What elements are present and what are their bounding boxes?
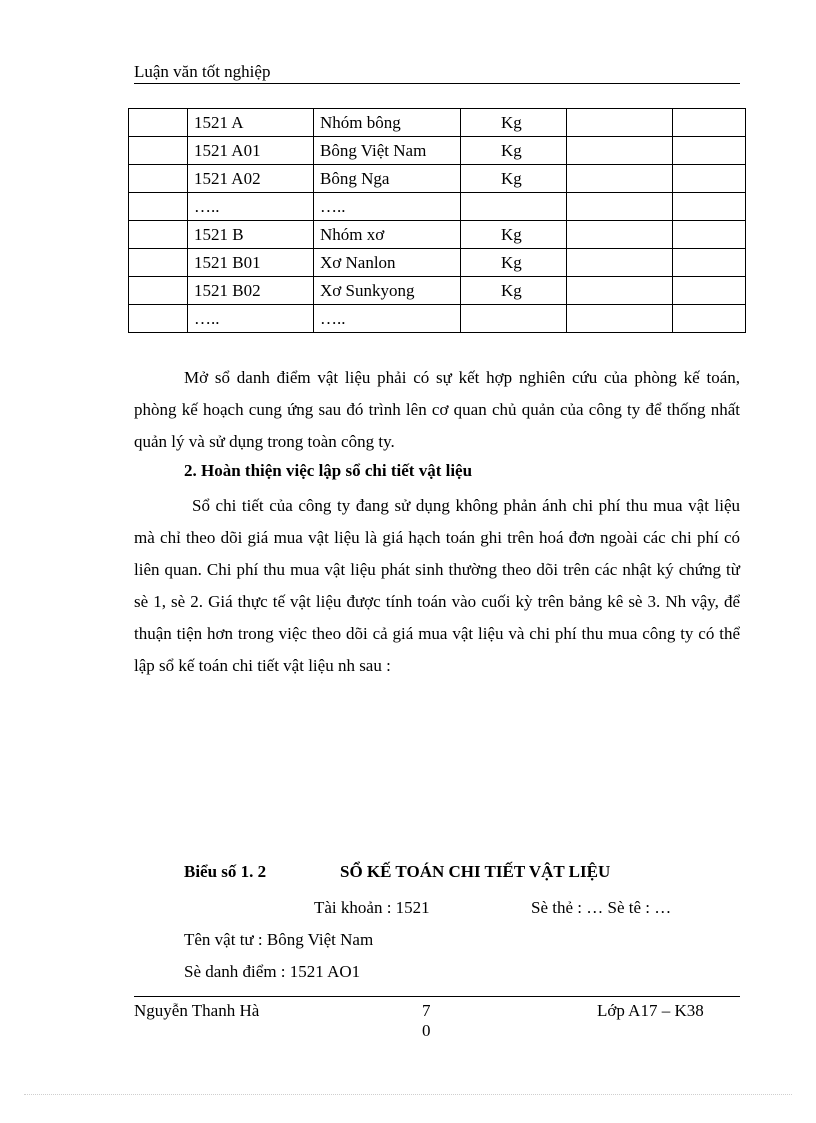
footer-page-number-top: 7 — [422, 1001, 431, 1020]
form-title: SỔ KẾ TOÁN CHI TIẾT VẬT LIỆU — [340, 862, 611, 881]
material-name-line: Tên vật tư : Bông Việt Nam — [184, 930, 374, 949]
material-name: Xơ Sunkyong — [314, 277, 461, 305]
unit: Kg — [461, 137, 567, 165]
blank-cell — [567, 277, 673, 305]
blank-cell — [129, 249, 188, 277]
table-row — [129, 109, 746, 137]
blank-cell — [673, 249, 746, 277]
blank-cell — [673, 137, 746, 165]
blank-cell — [129, 109, 188, 137]
blank-cell — [129, 305, 188, 333]
blank-cell — [567, 109, 673, 137]
material-name: Bông Việt Nam — [314, 137, 461, 165]
blank-cell — [129, 277, 188, 305]
table-row — [129, 165, 746, 193]
footer-class-info: Lớp A17 – K38 — [597, 1001, 704, 1020]
blank-cell — [673, 193, 746, 221]
material-name: Nhóm xơ — [314, 221, 461, 249]
paragraph-1 — [134, 362, 740, 458]
unit — [461, 305, 567, 333]
page-bottom-dotted-line — [24, 1094, 792, 1095]
material-name: Nhóm bông — [314, 109, 461, 137]
running-header-title: Luận văn tốt nghiệp — [134, 62, 271, 81]
unit — [461, 193, 567, 221]
blank-cell — [673, 277, 746, 305]
header-rule — [134, 83, 740, 84]
blank-cell — [567, 137, 673, 165]
unit: Kg — [461, 109, 567, 137]
blank-cell — [673, 165, 746, 193]
material-code: 1521 B — [188, 221, 314, 249]
footer-author: Nguyễn Thanh Hà — [134, 1001, 260, 1020]
table-row — [129, 249, 746, 277]
blank-cell — [567, 305, 673, 333]
table-row — [129, 277, 746, 305]
blank-cell — [673, 109, 746, 137]
account-line: Tài khoản : 1521 — [314, 898, 430, 917]
material-code: 1521 B01 — [188, 249, 314, 277]
unit: Kg — [461, 249, 567, 277]
material-code: 1521 B02 — [188, 277, 314, 305]
material-code: 1521 A01 — [188, 137, 314, 165]
unit: Kg — [461, 165, 567, 193]
material-name: Bông Nga — [314, 165, 461, 193]
blank-cell — [129, 221, 188, 249]
unit: Kg — [461, 221, 567, 249]
material-name: Xơ Nanlon — [314, 249, 461, 277]
paragraph-1-text: Mở sổ danh điểm vật liệu phải có sự kết hợp nghiên cứu của phòng kế toán, phòng kế hoạch cung ứng sau đó trình lên cơ quan chủ quản của công ty để thống nhất quản lý và sử dụng trong toàn công ty. — [134, 368, 740, 451]
card-info-line: Sè thẻ : … Sè tê : … — [531, 898, 672, 917]
blank-cell — [129, 137, 188, 165]
blank-cell — [129, 193, 188, 221]
material-code: 1521 A02 — [188, 165, 314, 193]
table-row — [129, 305, 746, 333]
material-code: 1521 A — [188, 109, 314, 137]
blank-cell — [567, 193, 673, 221]
paragraph-2-text: Sổ chi tiết của công ty đang sử dụng không phản ánh chi phí thu mua vật liệu mà chỉ theo dõi giá mua vật liệu là giá hạch toán ghi trên hoá đơn ngoài các chi phí có liên quan. Chi phí thu mua vật liệu phát sinh thường theo dõi trên các nhật ký chứng từ sè 1, sè 2. Giá thực tế vật liệu được tính toán vào cuối kỳ trên bảng kê sè 3. Nh vậy, để thuận tiện hơn trong việc theo dõi cả giá mua vật liệu và chi phí thu mua công ty có thể lập sổ kế toán chi tiết vật liệu nh sau : — [134, 496, 740, 675]
paragraph-2 — [134, 490, 740, 682]
material-code: ….. — [188, 193, 314, 221]
blank-cell — [567, 221, 673, 249]
blank-cell — [673, 305, 746, 333]
blank-cell — [673, 221, 746, 249]
table-row — [129, 137, 746, 165]
material-code: ….. — [188, 305, 314, 333]
material-code-line: Sè danh điểm : 1521 AO1 — [184, 962, 361, 981]
blank-cell — [129, 165, 188, 193]
section-heading: 2. Hoàn thiện việc lập sổ chi tiết vật liệu — [184, 461, 473, 480]
material-name: ….. — [314, 193, 461, 221]
blank-cell — [567, 249, 673, 277]
material-code-table — [128, 108, 746, 333]
form-label: Biểu số 1. 2 — [184, 862, 267, 881]
footer-rule — [134, 996, 740, 997]
table-row — [129, 193, 746, 221]
footer-page-number-bottom: 0 — [422, 1021, 431, 1040]
table-row — [129, 221, 746, 249]
material-name: ….. — [314, 305, 461, 333]
blank-cell — [567, 165, 673, 193]
unit: Kg — [461, 277, 567, 305]
